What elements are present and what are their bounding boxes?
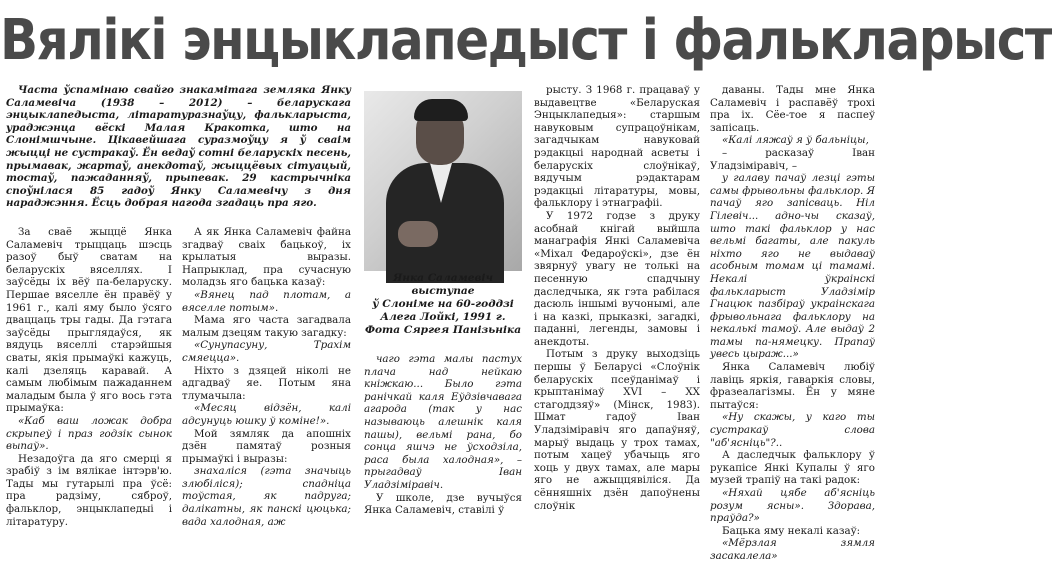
column-5 bbox=[710, 84, 875, 563]
column-3 bbox=[364, 353, 522, 517]
quote: «Ну скажы, у каго ты сустракаў слова "аб'ясніць"?.. bbox=[710, 411, 875, 449]
quote: «Калі ляжаў я ў бальніцы, bbox=[722, 134, 869, 147]
lead-block bbox=[6, 84, 351, 218]
quote: «Месяц відзён, калі адсунуць юшку ў коміне!». bbox=[182, 402, 351, 427]
article-headline: Вялікі энцыклапедыст і фалькларыст bbox=[0, 7, 1052, 73]
photo-figure-hair bbox=[414, 99, 468, 121]
paragraph: рысту. З 1968 г. працаваў у выдавецтве «Беларуская Энцыклапедыя»: старшым навуковым супрацоўнікам, загадчыкам навуковай рэдакцыі народнай асветы і беларускіх слоўнікаў, вядучым рэдактарам рэдакцыі літаратуры, мовы, фальклору і этнаграфіі. bbox=[534, 84, 700, 210]
quote: чаго гэта малы пастух плача над нейкаю кніжкаю... Было гэта ранічкай каля Еўдзівчавага агарода (так у нас называюць алешнік каля пашы), вельмі рана, бо сонца яшчэ не ўсходзіла, раса была халодная», – прыгадваў Іван Уладзіміравіч. bbox=[364, 353, 522, 491]
portrait-photo bbox=[364, 91, 522, 271]
column-4 bbox=[534, 84, 700, 512]
column-2 bbox=[182, 226, 351, 528]
quote: «Мёрзлая зямля засакалела» bbox=[710, 537, 875, 562]
paragraph: даваны. Тады мне Янка Саламевіч і распавёў трохі пра іх. Сёе-тое я паспеў запісаць. bbox=[710, 84, 875, 134]
paragraph: Янка Саламевіч любіў лавіць яркія, гаваркія словы, фразеалагізмы. Ён у мяне пытаўся: bbox=[710, 361, 875, 411]
paragraph: У 1972 годзе з друку асобнай кнігай выйшла манаграфія Янкі Саламевіча «Міхал Федароўскі», дзе ён звярнуў увагу не толькі на песенную спадчыну даследчыка, як гэта рабілася дасюль іншымі вучонымі, але і на казкі, прыказкі, загадкі, паданні, легенды, замовы і анекдоты. bbox=[534, 209, 700, 348]
paragraph: Мой зямляк да апошніх дзён памятаў розныя прымаўкі і выразы: bbox=[182, 427, 351, 465]
caption-line: Фота Сяргея Панізьніка bbox=[364, 324, 522, 336]
paragraph: А як Янка Саламевіч файна згадваў сваіх бацькоў, іх крылатыя выразы. Напрыклад, пра сучасную моладзь яго бацька казаў: bbox=[182, 226, 351, 289]
caption-line: Янка Саламевіч выступае bbox=[392, 272, 494, 297]
photo-caption bbox=[364, 272, 522, 344]
caption-line: ў Слоніме на 60-годдзі bbox=[372, 298, 514, 310]
paragraph: – расказаў Іван Уладзіміравіч, – bbox=[710, 146, 875, 172]
photo-figure-hand bbox=[398, 221, 438, 247]
caption-line: Алега Лойкі, 1991 г. bbox=[380, 311, 506, 323]
paragraph: Ніхто з дзяцей ніколі не адгадваў яе. Потым яна тлумачыла: bbox=[182, 364, 351, 402]
lead-paragraph: Часта ўспамінаю свайго знакамітага земляка Янку Саламевіча (1938 – 2012) – беларускага энцыклапедыста, літаратуразнаўцу, фалькларыста, ураджэнца вёскі Малая Кракотка, што на Слонімшчыне. Цікавейшага суразмоўцу я ў сваім жыцці не сустракаў. Ён ведаў сотні беларускіх песень, прымавак, жартаў, анекдотаў, жыццёвых сітуацый, тостаў, пажаданняў, прыпевак. 29 кастрычніка споўнілася 85 гадоў Янку Саламевічу з дня нараджэння. Ёсць добрая нагода згадаць пра яго. bbox=[6, 84, 351, 210]
paragraph: А даследчык фальклору ў рукапісе Янкі Купалы ў яго музей трапіў на такі радок: bbox=[710, 449, 875, 487]
quote: знахаліся (гэта значыць злюбіліся); спадніца тоўстая, як падруга; далікатны, як панскі цюцька; вада халодная, аж bbox=[182, 465, 351, 528]
quote: «Вянец пад плотам, а вяселле потым». bbox=[182, 288, 351, 314]
paragraph: У школе, дзе вучыўся Янка Саламевіч, ставілі ў bbox=[364, 491, 522, 517]
quote: «Каб ваш ложак добра скрыпеў і праз годзік сынок выпаў». bbox=[6, 414, 172, 453]
paragraph: Мама яго часта загадвала малым дзецям такую загадку: bbox=[182, 314, 351, 339]
paragraph: Бацька яму некалі казаў: bbox=[722, 524, 861, 537]
quote: у галаву пачаў лезці гэты самы фрывольны фальклор. Я пачаў яго запісваць. Ніл Гілевіч... адно-чы сказаў, што такі фальклор у нас вельмі багаты, але пакуль ніхто яго не выдаваў асобным томам ці тамамі. Некалі ўкраінскі фалькларыст Уладзімір Гнацюк пазбіраў украінскага фрывольнага фальклору на некалькі тамоў. Але выдаў 2 тамы па-нямецку. Прапаў увесь цыраж...» bbox=[710, 172, 875, 361]
paragraph: Потым з друку выходзіць першы ў Беларусі «Слоўнік беларускіх псеўданімаў і крыптанімаў XVI – XX стагоддзяў» (Мінск, 1983). Шмат гадоў Іван Уладзіміравіч яго дапаўняў, марыў выдаць у трох тамах, потым хацеў убачыць яго хоць у двух тамах, але мары яго не ажыццявіліся. Да сённяшніх дзён дапоўнены слоўнік bbox=[534, 348, 700, 512]
column-1 bbox=[6, 226, 172, 528]
paragraph: Незадоўга да яго смерці я зрабіў з ім вялікае інтэрв'ю. Тады мы гутарылі пра ўсё: пра радзіму, сяброў, фальклор, энцыклапедыі і літаратуру. bbox=[6, 452, 172, 528]
quote: «Няхай цябе аб'ясніць розум ясны». Здорава, праўда?» bbox=[710, 487, 875, 525]
quote: «Сунупасуну, Трахім смяецца». bbox=[182, 339, 351, 364]
paragraph: За сваё жыццё Янка Саламевіч трыццаць шэсць разоў быў сватам на беларускіх вяселлях. І заўсёды іх вёў па-беларуску. Першае вяселле ён правёў у 1961 г., калі яму было ўсяго дваццаць тры гады. Да гэтага заўсёды прыглядаўся, як вядуць вяселлі старэйшыя сваты, якія прымаўкі кажуць, калі дзеляць каравай. А самым любімым пажаданнем маладым была ў яго вось гэта прымаўка: bbox=[6, 226, 172, 415]
